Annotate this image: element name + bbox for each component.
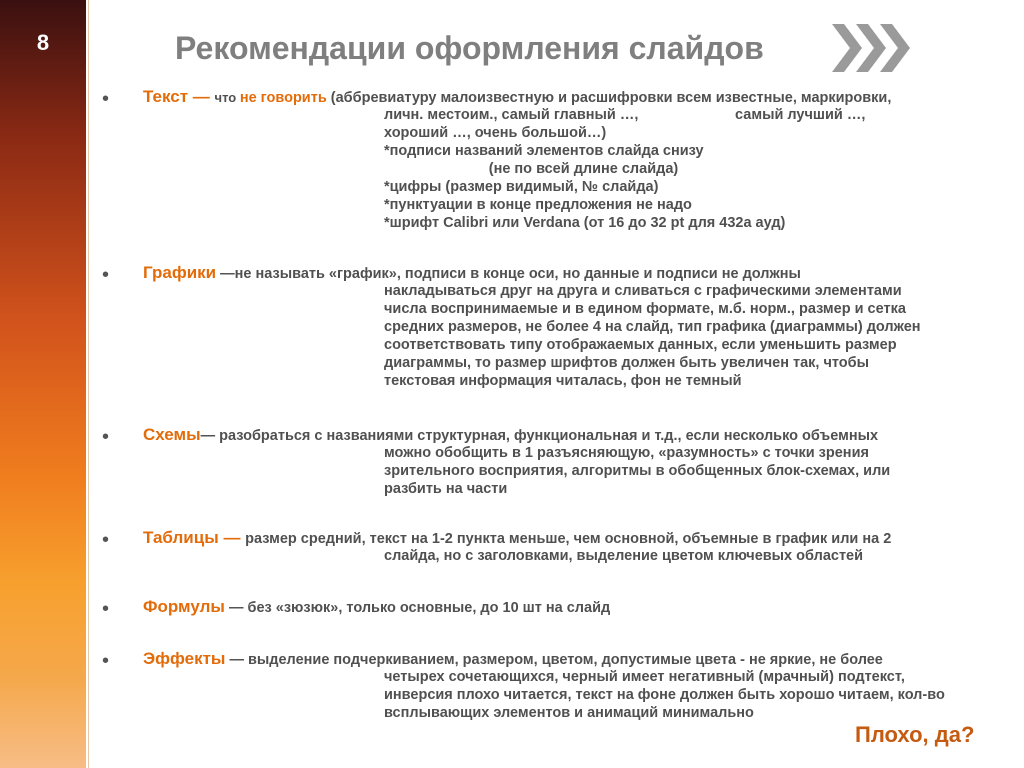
item-heading: Схемы xyxy=(143,425,201,444)
item-heading: Текст xyxy=(143,87,189,106)
item-first-rest: (аббревиатуру малоизвестную и расшифровки всем известные, маркировки, xyxy=(326,90,892,106)
bullet: • xyxy=(102,529,110,551)
heading-dash: — xyxy=(188,87,215,106)
item-first-line xyxy=(143,426,878,445)
item-first-line xyxy=(143,529,891,548)
item-line: можно обобщить в 1 разъясняющую, «разумность» с точки зрения xyxy=(384,445,869,461)
bullet: • xyxy=(102,264,110,286)
item-line: соответствовать типу отображаемых данных, если уменьшить размер xyxy=(384,337,897,353)
item-first-rest: — разобраться с названиями структурная, функциональная и т.д., если несколько объемных xyxy=(200,428,879,444)
item-first-line xyxy=(143,598,610,617)
item-line: текстовая информация читалась, фон не темный xyxy=(384,373,742,389)
bullet: • xyxy=(102,650,110,672)
item-line: всплывающих элементов и анимаций минимально xyxy=(384,705,754,721)
bullet: • xyxy=(102,426,110,448)
item-line: числа воспринимаемые и в едином формате, м.б. норм., размер и сетка xyxy=(384,301,906,317)
item-first-line xyxy=(143,650,883,669)
item-line: четырех сочетающихся, черный имеет негативный (мрачный) подтекст, xyxy=(384,669,905,685)
bullet: • xyxy=(102,88,110,110)
sidebar-divider xyxy=(88,0,89,768)
item-line: накладываться друг на друга и сливаться с графическими элементами xyxy=(384,283,902,299)
lead-emphasis: не говорить xyxy=(239,90,327,106)
item-line: *шрифт Calibri или Verdana (от 16 до 32 pt для 432а ауд) xyxy=(384,215,786,231)
item-line: *цифры (размер видимый, № слайда) xyxy=(384,179,659,195)
item-first-rest: —не называть «график», подписи в конце оси, но данные и подписи не должны xyxy=(216,266,801,282)
item-line: средних размеров, не более 4 на слайд, тип графика (диаграммы) должен xyxy=(384,319,921,335)
item-first-line xyxy=(143,88,891,107)
item-line: хороший …, очень большой…) xyxy=(384,125,607,141)
item-heading: Таблицы xyxy=(143,528,219,547)
item-heading: Графики xyxy=(143,263,217,282)
item-line: зрительного восприятия, алгоритмы в обобщенных блок-схемах, или xyxy=(384,463,891,479)
item-heading: Эффекты xyxy=(143,649,226,668)
chevrons-decoration-icon xyxy=(830,22,914,74)
item-line: разбить на части xyxy=(384,481,508,497)
lead-small: что xyxy=(214,90,240,105)
item-line: слайда, но с заголовками, выделение цветом ключевых областей xyxy=(384,548,864,564)
orange-sidebar xyxy=(0,0,86,768)
item-line: *подписи названий элементов слайда снизу xyxy=(384,143,704,159)
item-first-rest: размер средний, текст на 1-2 пункта меньше, чем основной, объемные в график или на 2 xyxy=(245,531,892,547)
item-heading: Формулы xyxy=(143,597,225,616)
item-line: *пунктуации в конце предложения не надо xyxy=(384,197,692,213)
item-line: инверсия плохо читается, текст на фоне должен быть хорошо читаем, кол-во xyxy=(384,687,945,703)
item-first-rest: — выделение подчеркиванием, размером, цветом, допустимые цвета - не яркие, не более xyxy=(225,652,883,668)
item-line: (не по всей длине слайда) xyxy=(384,161,679,177)
bullet: • xyxy=(102,598,110,620)
heading-dash: — xyxy=(218,528,246,547)
slide-footer: Плохо, да? xyxy=(855,722,975,747)
item-first-line xyxy=(143,264,801,283)
item-line: личн. местоим., самый главный …, самый лучший …, xyxy=(384,107,866,123)
item-first-rest: — без «зюзюк», только основные, до 10 шт на слайд xyxy=(224,600,611,616)
slide-number: 8 xyxy=(36,30,50,55)
slide-title: Рекомендации оформления слайдов xyxy=(175,30,764,66)
item-line: диаграммы, то размер шрифтов должен быть увеличен так, чтобы xyxy=(384,355,869,371)
